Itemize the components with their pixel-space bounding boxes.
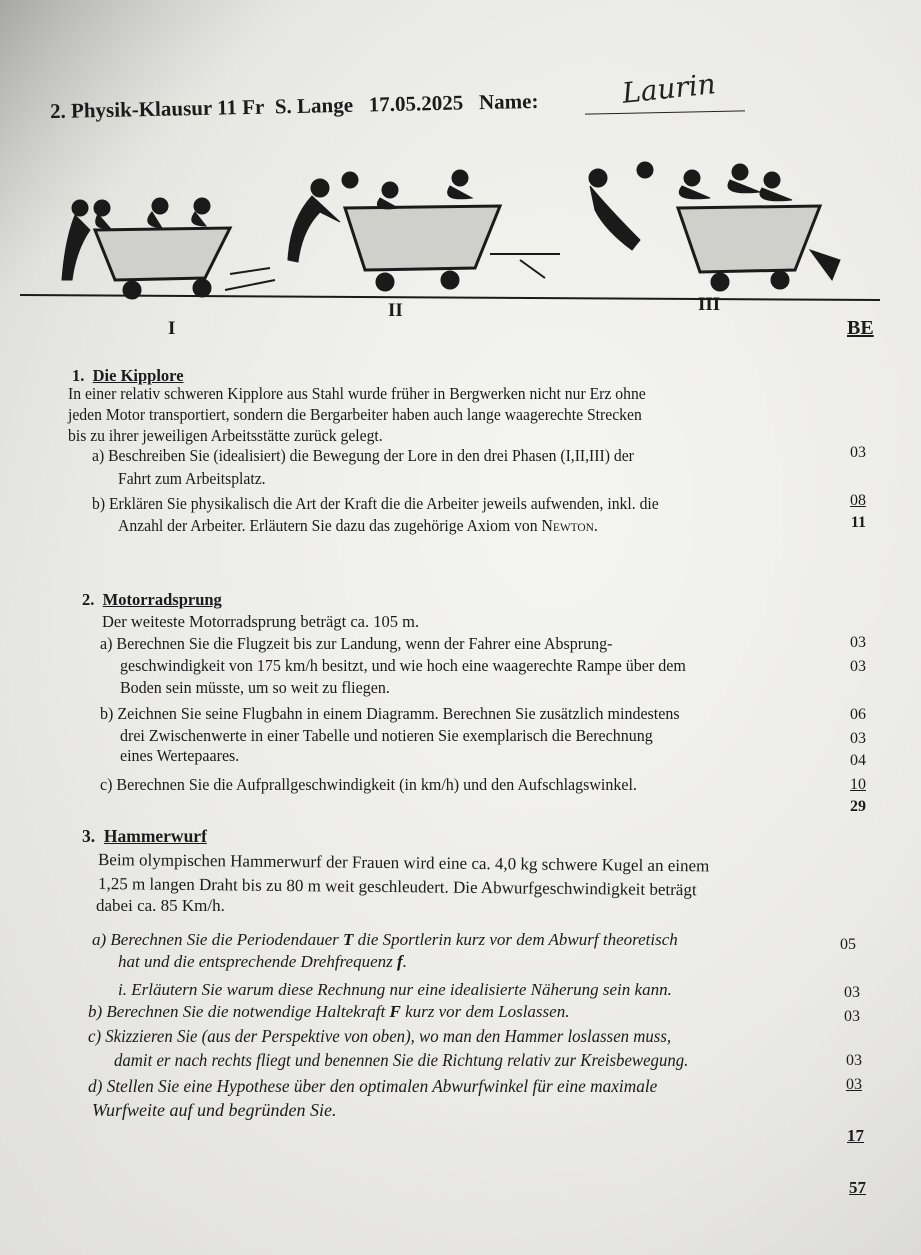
task1-b-line2: Anzahl der Arbeiter. Erläutern Sie dazu das zugehörige Axiom von Newton. xyxy=(118,516,598,535)
task3-ai-points: 03 xyxy=(844,984,860,1001)
task1-a-points: 03 xyxy=(850,444,866,461)
task3-intro-1: Beim olympischen Hammerwurf der Frauen wird eine ca. 4,0 kg schwere Kugel an einem xyxy=(97,850,710,876)
name-line xyxy=(585,110,745,114)
task1-intro-2: jeden Motor transportiert, sondern die Bergarbeiter haben auch lange waagerechte Strecken xyxy=(68,405,642,424)
be-column-header: BE xyxy=(847,317,874,339)
task2-b-points-3: 04 xyxy=(850,752,866,769)
newton-name: Newton xyxy=(541,516,594,535)
symbol-F: F xyxy=(389,1002,401,1021)
task3-a-i: i. Erläutern Sie warum diese Rechnung nur eine idealisierte Näherung sein kann. xyxy=(118,980,672,999)
task1-b-line1: b) Erklären Sie physikalisch die Art der Kraft die die Arbeiter jeweils aufwenden, inkl. die xyxy=(92,494,659,513)
task2-a-points-1: 03 xyxy=(850,634,866,651)
name-label: Name: xyxy=(478,88,539,115)
task1-a-line2: Fahrt zum Arbeitsplatz. xyxy=(118,469,266,488)
phase-label-2: II xyxy=(388,300,403,321)
task2-heading: 2. Motorradsprung xyxy=(82,590,222,609)
task2-total-points: 29 xyxy=(850,798,866,815)
task3-c-points: 03 xyxy=(846,1052,862,1069)
task2-b-points-1: 06 xyxy=(850,706,866,723)
task2-a-line2: geschwindigkeit von 175 km/h besitzt, und wie hoch eine waagerechte Rampe über dem xyxy=(120,656,686,675)
task3-d-points: 03 xyxy=(846,1076,862,1093)
task3-c-line2: damit er nach rechts fliegt und benennen Sie die Richtung relativ zur Kreisbewegung. xyxy=(114,1050,689,1070)
task1-heading: 1. Die Kipplore xyxy=(72,366,184,385)
cart-phase-2 xyxy=(288,170,560,291)
student-name-handwritten: Laurin xyxy=(620,67,718,110)
cart-phase-3 xyxy=(589,162,840,291)
task3-intro-3: dabei ca. 85 Km/h. xyxy=(96,896,225,915)
task3-c-line1: c) Skizzieren Sie (aus der Perspektive von oben), wo man den Hammer loslassen muss, xyxy=(88,1026,672,1046)
task3-a-line1: a) Berechnen Sie die Periodendauer T die Sportlerin kurz vor dem Abwurf theoretisch xyxy=(92,930,678,949)
task2-b-line1: b) Zeichnen Sie seine Flugbahn in einem Diagramm. Berechnen Sie zusätzlich mindestens xyxy=(100,704,680,723)
exam-title: 2. Physik-Klausur 11 Fr xyxy=(49,94,265,124)
task1-a-line1: a) Beschreiben Sie (idealisiert) die Bewegung der Lore in den drei Phasen (I,II,III) der xyxy=(92,446,634,465)
task2-c-points: 10 xyxy=(850,776,866,793)
task2-b-line2: drei Zwischenwerte in einer Tabelle und notieren Sie exemplarisch die Berechnung xyxy=(120,726,653,745)
task2-title: Motorradsprung xyxy=(102,590,222,609)
task2-a-points-2: 03 xyxy=(850,658,866,675)
task3-d-line1: d) Stellen Sie eine Hypothese über den optimalen Abwurfwinkel für eine maximale xyxy=(88,1076,658,1096)
task1-b-points: 08 xyxy=(850,492,866,509)
task1-title: Die Kipplore xyxy=(92,366,184,385)
kipplore-illustration xyxy=(20,150,900,345)
exam-header xyxy=(50,89,539,124)
task3-a-line2: hat und die entsprechende Drehfrequenz f. xyxy=(118,952,407,971)
task2-c: c) Berechnen Sie die Aufprallgeschwindigkeit (in km/h) und den Aufschlagswinkel. xyxy=(100,775,637,794)
exam-date: 17.05.2025 xyxy=(368,90,464,117)
task2-intro: Der weiteste Motorradsprung beträgt ca. 105 m. xyxy=(102,612,420,631)
phase-label-1: I xyxy=(168,318,176,339)
task2-a-line1: a) Berechnen Sie die Flugzeit bis zur Landung, wenn der Fahrer eine Absprung- xyxy=(100,634,613,653)
task2-b-line3: eines Wertepaares. xyxy=(120,746,240,765)
task3-intro-2: 1,25 m langen Draht bis zu 80 m weit geschleudert. Die Abwurfgeschwindigkeit beträgt xyxy=(97,874,697,900)
symbol-f: f xyxy=(397,952,403,971)
grand-total-points: 57 xyxy=(849,1178,866,1197)
phase-label-3: III xyxy=(698,294,721,315)
task3-total-points: 17 xyxy=(847,1126,864,1145)
teacher-name: S. Lange xyxy=(274,92,354,119)
task2-b-points-2: 03 xyxy=(850,730,866,747)
task3-a-points: 05 xyxy=(840,936,856,953)
task3-b: b) Berechnen Sie die notwendige Haltekraft F kurz vor dem Loslassen. xyxy=(88,1002,570,1021)
task3-b-points: 03 xyxy=(844,1008,860,1025)
cart-phase-1 xyxy=(62,198,275,299)
task3-heading: 3. Hammerwurf xyxy=(82,826,207,846)
task2-a-line3: Boden sein müsste, um so weit zu fliegen. xyxy=(120,678,390,697)
task1-intro-1: In einer relativ schweren Kipplore aus Stahl wurde früher in Bergwerken nicht nur Erz ohne xyxy=(68,384,646,403)
task3-d-line2: Wurfweite auf und begründen Sie. xyxy=(92,1100,337,1120)
task3-title: Hammerwurf xyxy=(103,826,207,846)
symbol-T: T xyxy=(342,930,354,949)
task1-total-points: 11 xyxy=(850,514,866,531)
task1-intro-3: bis zu ihrer jeweiligen Arbeitsstätte zurück gelegt. xyxy=(68,426,383,445)
